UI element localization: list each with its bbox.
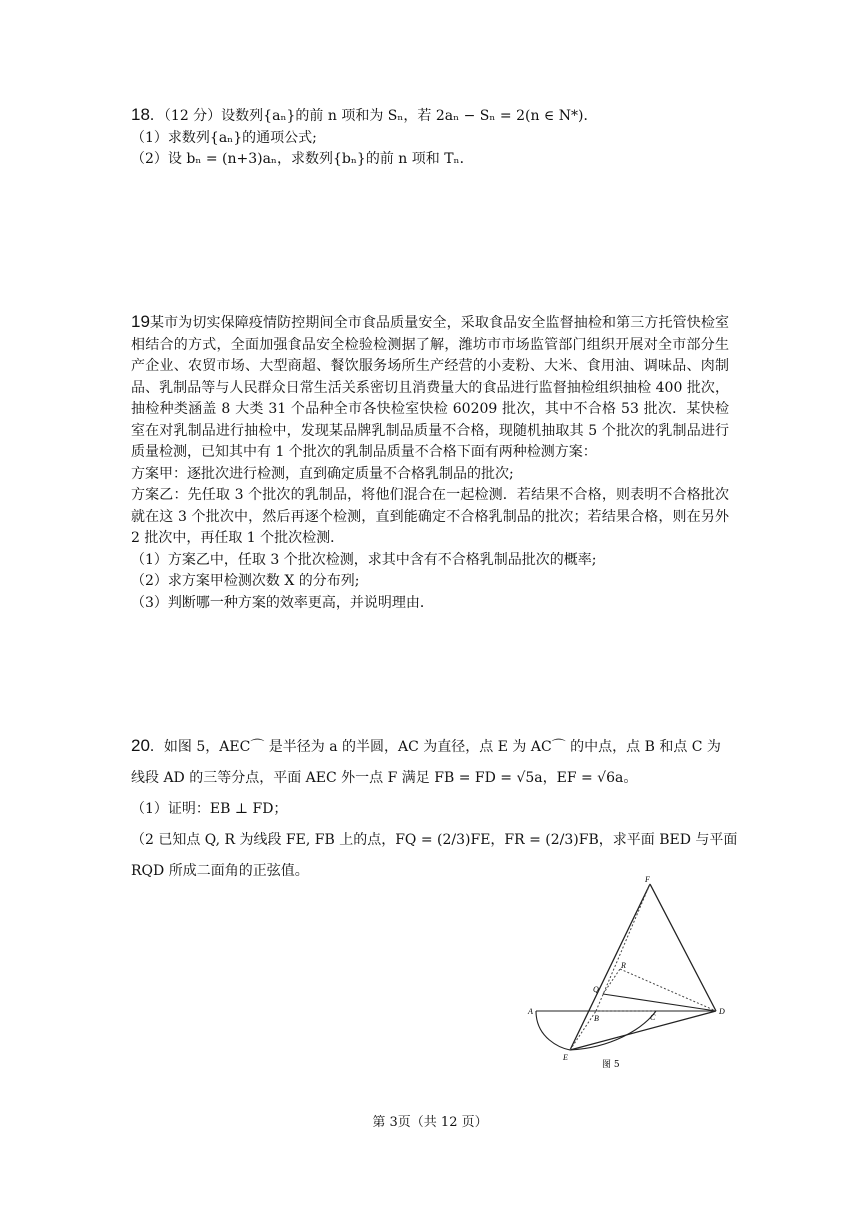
question-number: 20 [131, 736, 150, 755]
label-Q: Q [593, 985, 599, 994]
question-20-part-2-line-1: （2 已知点 Q, R 为线段 FE, FB 上的点，FQ = (2/3)FE，FR = (2/3)FB，求平面 BED 与平面 [131, 832, 738, 848]
question-number: 19 [131, 312, 150, 331]
question-19 [131, 311, 729, 614]
label-A: A [528, 1007, 533, 1016]
edge-QR [603, 969, 620, 994]
label-F: F [645, 875, 650, 884]
page-footer: 第 3页（共 12 页） [372, 1115, 488, 1130]
question-18 [131, 104, 729, 171]
question-19-plan-b: 方案乙：先任取 3 个批次的乳制品，将他们混合在一起检测．若结果不合格，则表明不合格批次就在这 3 个批次中，然后再逐个检测，直到能确定不合格乳制品的批次；若结果合格，则在另外 2 批次中，再任取 1 个批次检测． [131, 487, 729, 546]
label-C: C [650, 1013, 656, 1022]
question-text: ．如图 5，AEC⌒ 是半径为 a 的半圆，AC 为直径，点 E 为 AC⌒ 的中点，点 B 和点 C 为 [149, 739, 721, 755]
edge-FB [596, 884, 650, 1011]
geometry-figure [520, 870, 760, 1080]
question-number: 18 [131, 105, 150, 124]
edge-RD [620, 969, 716, 1011]
question-20-stem-line-2: 线段 AD 的三等分点，平面 AEC 外一点 F 满足 FB = FD = √5a，EF = √6a。 [131, 770, 638, 786]
question-19-part-2: （2）求方案甲检测次数 X 的分布列; [131, 573, 360, 589]
edge-ED [570, 1011, 716, 1050]
label-R: R [621, 961, 626, 970]
question-19-stem [131, 311, 729, 464]
figure-caption: 图 5 [602, 1060, 620, 1070]
question-18-stem [131, 104, 729, 128]
edge-FD [650, 884, 716, 1011]
edge-QD [603, 994, 716, 1011]
question-19-part-3: （3）判断哪一种方案的效率更高，并说明理由． [131, 594, 434, 611]
question-19-plan-a: 方案甲：逐批次进行检测，直到确定质量不合格乳制品的批次; [131, 465, 514, 482]
question-20-stem-line-1 [131, 730, 729, 763]
question-20-part-1: （1）证明：EB ⊥ FD； [131, 801, 288, 817]
question-18-part-2: （2）设 bₙ = (n+3)aₙ，求数列{bₙ}的前 n 项和 Tₙ． [131, 151, 474, 167]
question-19-part-1: （1）方案乙中，任取 3 个批次检测，求其中含有不合格乳制品批次的概率; [131, 551, 597, 568]
question-18-part-1: （1）求数列{aₙ}的通项公式; [131, 129, 317, 146]
label-B: B [594, 1014, 599, 1023]
question-text: 某市为切实保障疫情防控期间全市食品质量安全，采取食品安全监督抽检和第三方托管快检室相结合的方式，全面加强食品安全检验检测据了解，潍坊市市场监管部门组织开展对全市部分生产企业、农贸市场、大型商超、餐饮服务场所生产经营的小麦粉、大米、食用油、调味品、肉制品、乳制品等与人民群众日常生活关系密切且消费量大的食品进行监督抽检组织抽检 400 批次，抽检种类涵盖 8 大类 31 个品种全市各快检室快检 60209 批次，其中不合格 53 批次．某快检室在对乳制品进行抽检中，发现某品牌乳制品质量不合格，现随机抽取其 5 个批次的乳制品进行质量检测，已知其中有 1 个批次的乳制品质量不合格下面有两种检测方案： [131, 315, 729, 460]
question-20 [131, 730, 738, 887]
figure-diagram [520, 870, 760, 1080]
label-D: D [719, 1007, 725, 1016]
label-E: E [563, 1053, 568, 1062]
question-20-part-2-line-2: RQD 所成二面角的正弦值。 [131, 863, 309, 879]
question-text: ．（12 分）设数列{aₙ}的前 n 项和为 Sₙ，若 2aₙ − Sₙ = 2(n ∈ N*)． [149, 108, 598, 124]
edge-FE [570, 884, 650, 1050]
